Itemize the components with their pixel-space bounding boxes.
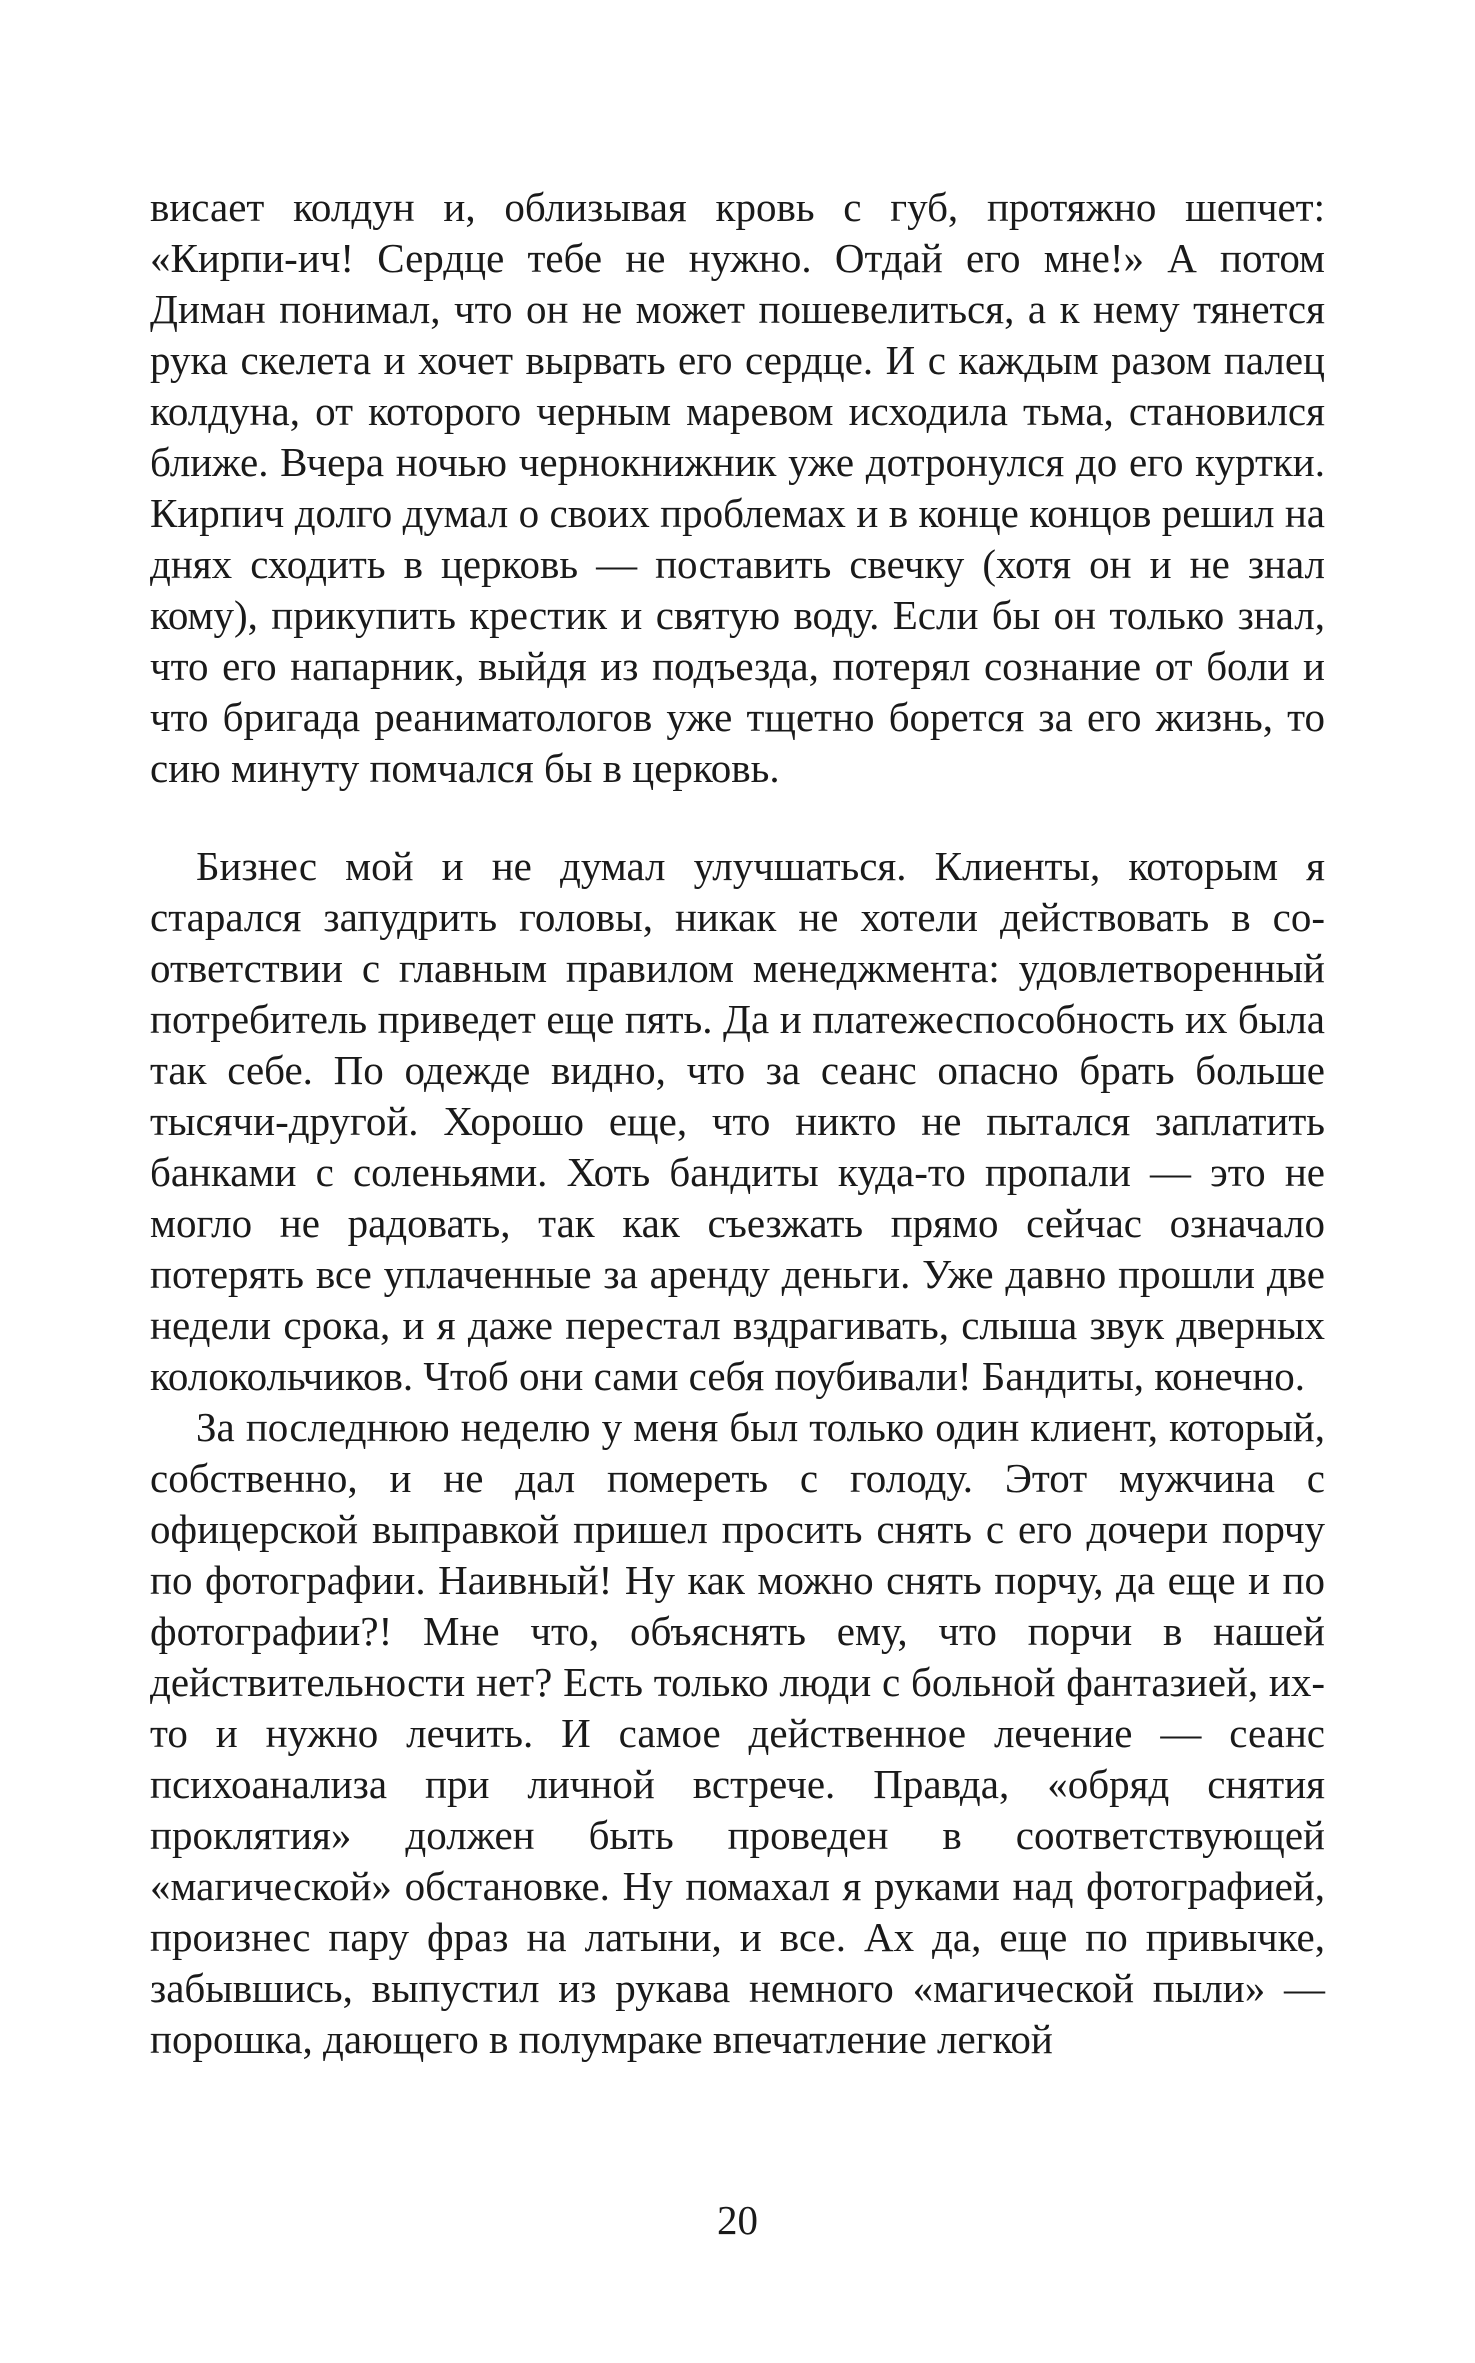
paragraph-last-week: За последнюю неделю у меня был только один клиент, который, собственно, и не дал помереть с голоду. Этот мужчина с офицерской выправкой пришел просить снять с его дочери порчу по фотографии. Наивный! Ну как можно снять порчу, да еще и по фотографии?! Мне что, объяснять ему, что порчи в нашей действительности нет? Есть только люди с больной фантазией, их-то и нужно лечить. И самое действенное лечение — сеанс психоанализа при личной встрече. Правда, «обряд снятия проклятия» должен быть проведен в соответствующей «магической» обстановке. Ну помахал я руками над фотографией, произнес пару фраз на латыни, и все. Ах да, еще по привычке, забывшись, выпустил из рукава немного «магической пыли» — порошка, дающего в полумраке впечатление легкой — [150, 1404, 1325, 2062]
paragraph-continuation: висает колдун и, облизывая кровь с губ, протяжно шепчет: «Кирпи-ич! Сердце тебе не нужно. Отдай его мне!» А потом Диман понимал, что он не может пошевелиться, а к нему тянется рука скелета и хочет вырвать его сердце. И с каждым разом палец колдуна, от которого черным маревом исходила тьма, становился ближе. Вчера ночью чернокнижник уже дотронулся до его куртки. Кирпич долго думал о своих проблемах и в конце концов решил на днях сходить в церковь — поставить свечку (хотя он и не знал кому), прикупить крестик и святую воду. Если бы он только знал, что его напарник, выйдя из подъезда, потерял сознание от боли и что бригада реаниматологов уже тщетно борется за его жизнь, то сию минуту помчался бы в церковь. — [150, 184, 1325, 791]
page-body — [150, 182, 1325, 2065]
paragraph-business: Бизнес мой и не думал улучшаться. Клиенты, которым я старался запудрить головы, никак не хотели действовать в соответствии с главным правилом менеджмента: удовлетворенный потребитель приведет еще пять. Да и платежеспособность их была так себе. По одежде видно, что за сеанс опасно брать больше тысячи-другой. Хорошо еще, что никто не пытался заплатить банками с соленьями. Хоть бандиты куда-то пропали — это не могло не радовать, так как съезжать прямо сейчас означало потерять все уплаченные за аренду деньги. Уже давно прошли две недели срока, и я даже перестал вздрагивать, слыша звук дверных колокольчиков. Чтоб они сами себя поубивали! Бандиты, конечно. — [150, 843, 1325, 1399]
page-number: 20 — [717, 2197, 758, 2243]
section-break — [150, 794, 1325, 841]
